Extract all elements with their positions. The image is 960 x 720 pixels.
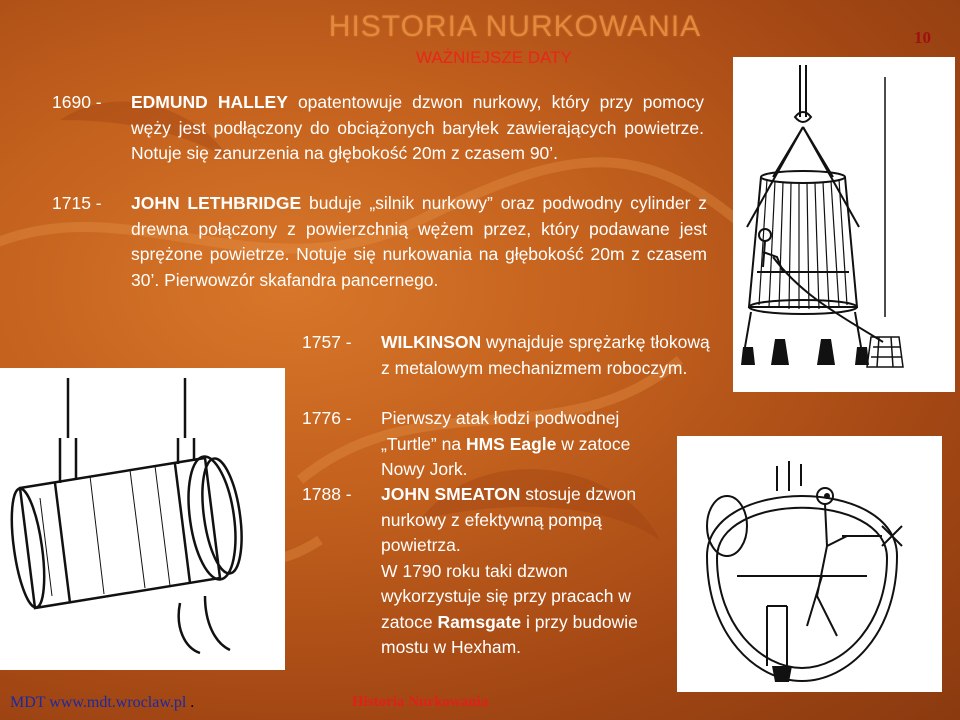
entry-place: Ramsgate (437, 611, 522, 632)
entry-description-cont: W 1790 roku taki dzwon wykorzystuje się przy pracach w zatoce (381, 560, 631, 632)
entry-year: 1776 - (302, 408, 352, 428)
footer-website[interactable] (10, 694, 194, 712)
entry-name: JOHN LETHBRIDGE (131, 193, 302, 213)
entry-description: wynajduje sprężarkę tłokową z metalowym mechanizmem roboczym. (381, 332, 710, 378)
entry-description-end: w zatoce Nowy Jork. (381, 433, 631, 479)
entry-text (131, 191, 707, 293)
footer-title: Historia Nurkowania (352, 694, 489, 710)
footer-dot: . (186, 694, 195, 711)
diving-cylinder-illustration (0, 368, 285, 670)
entry-1788 (302, 482, 682, 688)
entry-text (381, 482, 661, 661)
entry-description: buduje „silnik nurkowy” oraz podwodny cylinder z drewna połączony z powierzchnią wężem przez, który podawane jest sprężone powietrze. Notuje się nurkowania na głębokość 20m z czasem 30’. Pierwowzór skafandra pancernego. (131, 193, 707, 290)
entry-name: WILKINSON (381, 332, 482, 352)
entry-name: EDMUND HALLEY (131, 92, 288, 112)
entry-1690 (52, 90, 707, 190)
entry-text (131, 90, 704, 167)
entry-name: HMS Eagle (465, 433, 557, 454)
slide-title: HISTORIA NURKOWANIA (328, 10, 702, 43)
entry-year: 1690 - (52, 92, 102, 112)
turtle-submarine-illustration (677, 436, 942, 692)
entry-year: 1788 - (302, 484, 352, 504)
slide-subtitle: WAŻNIEJSZE DATY (416, 48, 572, 67)
entry-1776 (302, 406, 682, 481)
entry-description: Pierwszy atak łodzi podwodnej „Turtle” na (381, 408, 620, 454)
entry-text (381, 406, 676, 483)
entry-description: stosuje dzwon nurkowy z efektywną pompą powietrza. (381, 484, 637, 555)
entry-year: 1757 - (302, 332, 352, 352)
entry-description: opatentowuje dzwon nurkowy, który przy pomocy węży jest podłączony do obciążonych baryłek zawierających powietrze. Notuje się zanurzenia na głębokość 20m z czasem 90’. (131, 92, 704, 163)
entry-year: 1715 - (52, 193, 102, 213)
entry-1715 (52, 191, 707, 319)
page-number: 10 (914, 28, 931, 47)
entry-name: JOHN SMEATON (381, 484, 521, 504)
footer-website-text: MDT www.mdt.wroclaw.pl (10, 694, 187, 711)
entry-1757 (302, 330, 712, 405)
diving-bell-illustration (733, 57, 955, 392)
entry-text (381, 330, 711, 381)
entry-description-end: i przy budowie mostu w Hexham. (381, 611, 638, 657)
